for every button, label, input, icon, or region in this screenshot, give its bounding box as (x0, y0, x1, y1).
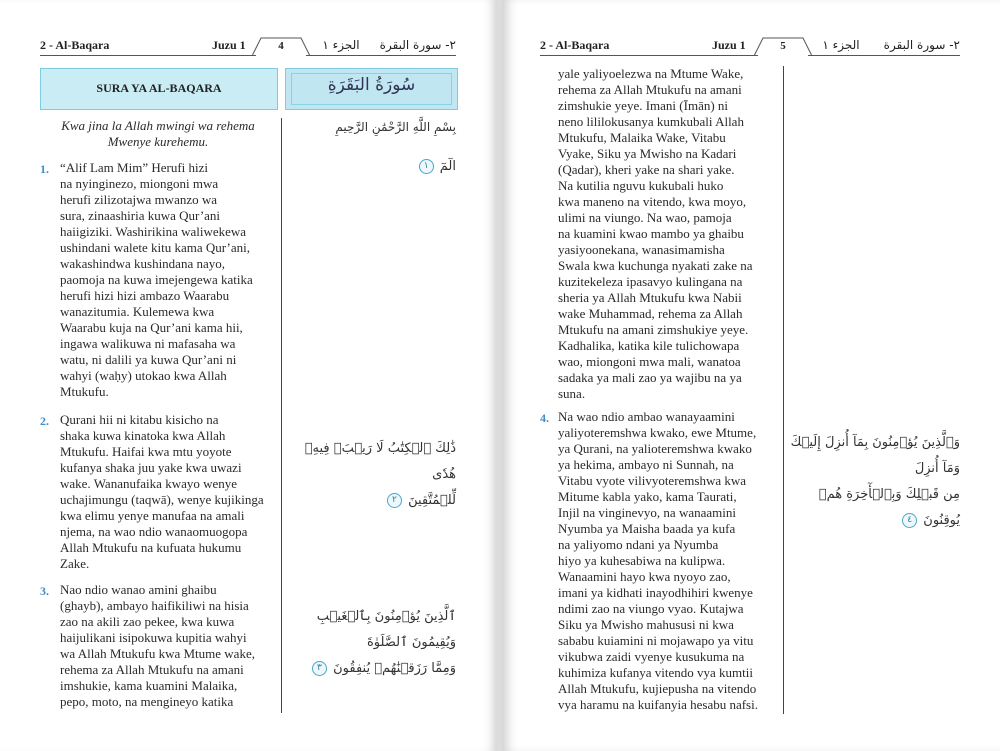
column-divider (281, 118, 282, 713)
verse-arabic-text: ٱلَّذِينَ يُؤۡمِنُونَ بِٱلۡغَيۡبِ وَيُقِيمُونَ ٱلصَّلَوٰةَ وَمِمَّا رَزَقۡنَٰهُمۡ يُنفِقُونَ (316, 609, 456, 676)
sura-title-arabic: سُورَةُ البَقَرَةِ (327, 75, 416, 95)
header-sura-arabic: ٢- سورة البقرة (883, 38, 960, 52)
sura-title: SURA YA AL-BAQARA (96, 81, 222, 95)
verse-number: 3. (40, 584, 49, 598)
verse-end-marker: ١ (419, 159, 434, 174)
verse-end-marker: ٤ (902, 513, 917, 528)
page-number-tab (252, 37, 310, 57)
header-rule-left (540, 55, 758, 56)
verse-arabic-text: الٓمٓ (439, 159, 456, 174)
verse-number: 4. (540, 411, 549, 425)
verse-end-marker: ٣ (312, 661, 327, 676)
header-juz-arabic: الجزء ١ (322, 38, 360, 52)
verse-arabic (286, 410, 456, 514)
verse-number: 2. (40, 414, 49, 428)
header-juz: Juzu 1 (212, 38, 246, 52)
page-number-tab (754, 37, 812, 57)
verse-end-marker: ٢ (387, 493, 402, 508)
header-rule-left (40, 55, 256, 56)
basmala-translation: Kwa jina la Allah mwingi wa rehema Mwenye kurehemu. (61, 118, 255, 149)
verse-translation: Nao ndio wanao amini ghaibu (ghayb), ambayo haifikiliwi na hisia zao na akili zao pekee, kwa kuwa haijulikani isipokuwa kupitia wahyi wa Allah Mtukufu kwa Mtume wake, rehema za Allah Mtukufu na amani imshukie, kama kuamini Malaika, pepo, moto, na mengineyo katika (60, 582, 255, 709)
verse-translation: “Alif Lam Mim” Herufi hizi na nyinginezo, miongoni mwa herufi zilizotajwa mwanzo wa sura, zinaashiria kuwa Qur’ani haiigiziki. Washirikina waliwekewa ushindani walete kitu kama Qur’ani, wakashindwa kushindana nayo, paomoja na kuwa imejengewa katika herufi hizi hizi ambazo Waarabu wanazitumia. Kulemewa kwa Waarabu kuja na Qur’ani kama hii, ingawa walikuwa ni mafasaha wa watu, ni dalili ya kuwa Qur’ani ni wahyi (waḥy) utokao kwa Allah Mtukufu. (60, 160, 253, 399)
verse-arabic (788, 404, 960, 534)
sura-title-arabic-box (285, 68, 458, 110)
header-rule-right (306, 55, 456, 56)
verse-arabic (286, 154, 456, 180)
page-number: 5 (780, 40, 786, 52)
sura-title-box (40, 68, 278, 110)
verse-arabic-text: وَٱلَّذِينَ يُؤۡمِنُونَ بِمَآ أُنزِلَ إِلَيۡكَ وَمَآ أُنزِلَ مِن قَبۡلِكَ وَبِٱلۡأٓخِرَةِ هُمۡ يُوقِنُونَ (790, 435, 960, 528)
header-juz-arabic: الجزء ١ (822, 38, 860, 52)
header-sura-name: 2 - Al-Baqara (40, 38, 110, 52)
verse-arabic (286, 578, 456, 682)
verse-translation: Na wao ndio ambao wanayaamini yaliyoteremshwa kwako, ewe Mtume, ya Qurani, na yalioteremshwa kwako ya hekima, ambayo ni Sunnah, na Vitabu vyote vilivyoteremshwa kwa Mitume kabla yako, kama Taurati, Injil na vinginevyo, na wanaamini Nyumba ya Maisha baada ya kufa na yaliyomo ndani ya Nyumba hiyo ya kuhesabiwa na kulipwa. Wanaamini hayo kwa nyoyo zao, imani ya kidhati inayodhihiri kwenye ndimi zao na viungo vyao. Kutajwa Siku ya Mwisho mahususi ni kwa sababu kuiamini ni mojawapo ya vitu vikubwa zaidi vyenye kusukuma na kuhimiza kufanya vitendo vya kumtii Allah Mtukufu, kujiepusha na vitendo vya haramu na kuifanyia hesabu nafsi. (558, 409, 758, 712)
verse-arabic-text: ذَٰلِكَ ٱلۡكِتَٰبُ لَا رَيۡبَۛ فِيهِۛ هُدٗى لِّلۡمُتَّقِينَ (304, 441, 456, 508)
header-sura-name: 2 - Al-Baqara (540, 38, 610, 52)
header-juz: Juzu 1 (712, 38, 746, 52)
right-page (502, 0, 1000, 751)
basmala-arabic: بِسْمِ اللَّهِ الرَّحْمَٰنِ الرَّحِيمِ (335, 120, 456, 134)
page-number: 4 (278, 40, 284, 52)
verse-translation: Qurani hii ni kitabu kisicho na shaka kuwa kinatoka kwa Allah Mtukufu. Haifai kwa mtu yoyote kufanya shaka juu yake kwa uwazi wake. Wananufaika kwayo wenye uchajimungu (taqwā), wenye kujikinga kwa elimu yenye manufaa na amali njema, na wao ndio wanaomuogopa Allah Mtukufu na kufuata hukumu Zake. (60, 412, 264, 571)
left-page (0, 0, 495, 751)
header-sura-arabic: ٢- سورة البقرة (379, 38, 456, 52)
verse-number: 1. (40, 162, 49, 176)
header-rule-right (808, 55, 960, 56)
continued-translation: yale yaliyoelezwa na Mtume Wake, rehema za Allah Mtukufu na amani zimshukie yeye. Imani (Īmān) ni neno lililokusanya kumkubali Allah Mtukufu, Malaika Wake, Vitabu Vyake, Siku ya Mwisho na Kadari (Qadar), kheri yake na shari yake. Na kutilia nguvu kukubali huko kwa maneno na vitendo, kwa moyo, ulimi na viungo. Na wao, pamoja na kuamini kwao mambo ya ghaibu yasiyoonekana, wanasimamisha Swala kwa kuchunga nyakati zake na kuzitekeleza ipasavyo kulingana na sheria ya Allah Mtukufu kwa Nabii wake Muhammad, rehema za Allah Mtukufu na amani zimshukiye yeye. Kadhalika, katika kile tulichowapa wao, miongoni mwa mali, wanatoa sadaka ya mali zao ya wajibu na ya suna. (558, 66, 753, 401)
